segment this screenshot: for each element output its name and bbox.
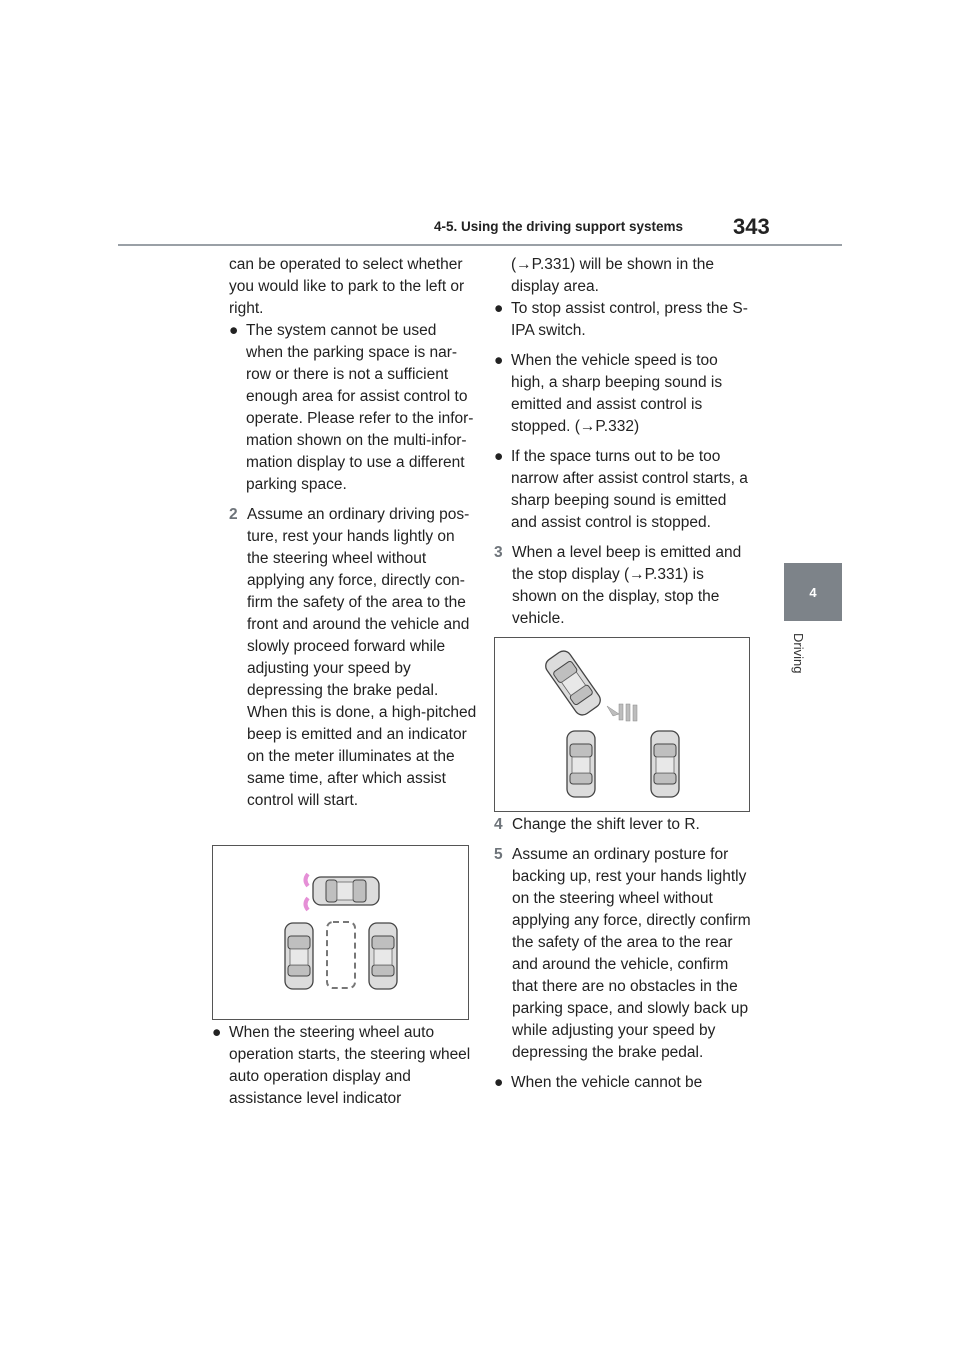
list-item: [212, 1022, 477, 1110]
bullet-text: When the vehicle speed is too high, a sharp beeping sound is emitted and assist control is stopped. (→P.332): [511, 352, 723, 435]
continued-text: (→P.331) will be shown in the display area.: [511, 256, 715, 295]
moving-car: [313, 877, 379, 905]
parking-space-dashed: [327, 922, 355, 988]
parked-car-right: [651, 731, 679, 797]
pink-indicator: [306, 874, 309, 886]
left-column-bottom: [212, 1022, 477, 1118]
list-item: [494, 350, 752, 438]
step-number: 3: [494, 544, 503, 561]
header-rule: [118, 244, 842, 246]
step-text: When a level beep is emitted and the stop display (→P.331) is shown on the display, stop the vehicle.: [512, 544, 742, 627]
step-number: 4: [494, 816, 503, 833]
chapter-tab[interactable]: [784, 563, 842, 621]
step-text: Assume an ordinary posture for backing up, rest your hands lightly on the steering wheel without applying any force, directly confirm the safety of the area to the rear and around the vehicle, confirm that there are no obstacles in the parking space, and slowly back up while adjusting your speed by depressing the brake pedal.: [512, 846, 751, 1061]
step-text: Change the shift lever to R.: [512, 816, 700, 833]
bullet-text: When the steering wheel auto operation starts, the steering wheel auto operation display and assistance level indicator: [229, 1024, 471, 1107]
step-3: [494, 542, 752, 630]
list-item: [494, 1072, 752, 1094]
bullet-text: The system cannot be used when the parking space is nar- row or there is not a sufficient enough area for assist control to operate. Please refer to the infor- mation shown on the multi-infor- mation display to use a different parking space.: [246, 322, 474, 493]
bullet-text: If the space turns out to be too narrow after assist control starts, a sharp beeping sound is emitted and assist control is stopped.: [511, 448, 748, 531]
list-item: [229, 320, 477, 496]
header-section-title: 4-5. Using the driving support systems: [434, 219, 684, 234]
step-number: 5: [494, 846, 503, 863]
parked-car-left: [285, 923, 313, 989]
left-column-top: [229, 254, 477, 820]
parked-car-right: [369, 923, 397, 989]
right-column-bottom: [494, 814, 752, 1102]
bullet-icon: ●: [212, 1024, 222, 1041]
reverse-arrow-icon: [607, 704, 637, 721]
figure-stop-vehicle: [494, 637, 750, 812]
step-number: 2: [229, 506, 238, 523]
step-2: [229, 504, 477, 812]
step-5: [494, 844, 752, 1064]
figure-parking-start: [212, 845, 469, 1020]
chapter-tab-label: Driving: [791, 633, 806, 674]
bullet-icon: ●: [494, 300, 504, 317]
bullet-icon: ●: [229, 322, 239, 339]
bullet-text: When the vehicle cannot be: [511, 1074, 703, 1091]
list-item: [494, 446, 752, 534]
step-text: Assume an ordinary driving pos- ture, rest your hands lightly on the steering wheel without applying any force, directly con- firm the safety of the area to the front and around the vehicle and slowly proceed forward while adjusting your speed by depressing the brake pedal. When this is done, a high-pitched beep is emitted and an indicator on the meter illuminates at the same time, after which assist control will start.: [247, 506, 477, 809]
parked-car-left: [567, 731, 595, 797]
step-4: [494, 814, 752, 836]
bullet-icon: ●: [494, 448, 504, 465]
page-number: 343: [733, 214, 770, 239]
intro-paragraph: can be operated to select whether you would like to park to the left or right.: [229, 256, 465, 317]
list-item: [494, 298, 752, 342]
pink-indicator: [306, 898, 309, 910]
angled-car: [543, 648, 604, 718]
bullet-text: To stop assist control, press the S-IPA switch.: [511, 300, 748, 339]
right-column-top: [494, 254, 752, 638]
bullet-icon: ●: [494, 352, 504, 369]
bullet-icon: ●: [494, 1074, 504, 1091]
chapter-tab-number: 4: [809, 584, 817, 600]
